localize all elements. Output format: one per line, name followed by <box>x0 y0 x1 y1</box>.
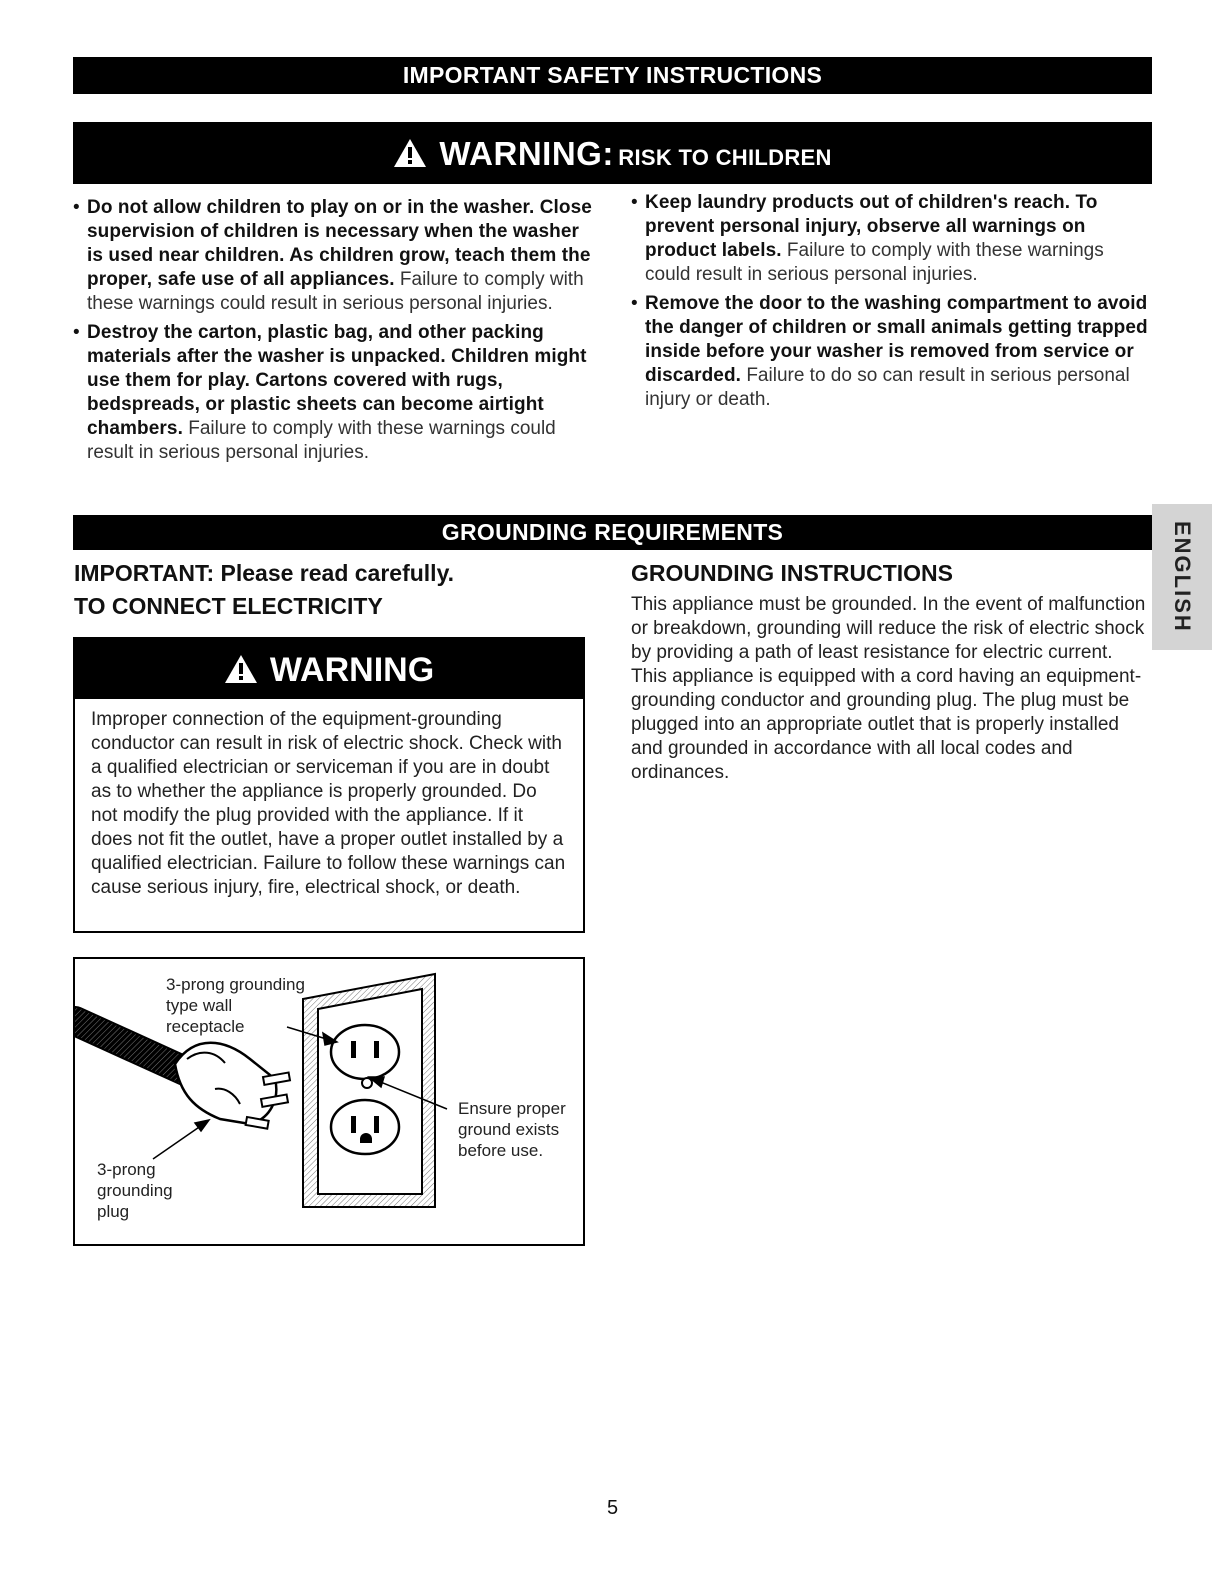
ensure-ground-label: Ensure proper ground exists before use. <box>458 1099 566 1160</box>
warning-label: WARNING: <box>439 135 614 172</box>
receptacle-label: 3-prong grounding type wall receptacle <box>166 975 305 1036</box>
grounding-instructions-heading: GROUNDING INSTRUCTIONS <box>631 560 953 586</box>
warning-triangle-icon <box>224 654 258 684</box>
electric-warning-text: Improper connection of the equipment-grounding conductor can result in risk of electric shock. Check with a qualified electrician or serviceman if you are in doubt as to whether the appliance is properly grounded. Do not modify the plug provided with the appliance. If it does not fit the outlet, have a proper outlet installed by a qualified electrician. Failure to follow these warnings can cause serious injury, fire, electrical shock, or death. <box>91 709 566 898</box>
children-warnings-left <box>73 196 593 470</box>
list-item: • Destroy the carton, plastic bag, and other packing materials after the washer is unpacked. Children might use them for play. Cartons covered with rugs, bedspreads, or plastic sheets can become airtight chambers. Failure to comply with these warnings could result in serious personal injuries. <box>73 321 593 465</box>
wall-plate <box>303 974 435 1207</box>
page-number: 5 <box>606 1497 619 1519</box>
electric-warning-box <box>73 637 585 933</box>
section-header-grounding <box>73 515 1152 550</box>
grounding-figure <box>73 957 585 1246</box>
important-heading: IMPORTANT: Please read carefully. <box>74 560 455 586</box>
list-item: • Do not allow children to play on or in the washer. Close supervision of children is necessary when the washer is used near children. As children grow, teach them the proper, safe use of all appliances. Failure to comply with these warnings could result in serious personal injuries. <box>73 196 593 316</box>
connect-heading: TO CONNECT ELECTRICITY <box>74 593 383 619</box>
section-header-safety <box>73 57 1152 94</box>
plug-and-cord <box>75 1021 290 1129</box>
section-header-title: GROUNDING REQUIREMENTS <box>441 519 784 545</box>
list-item: • Keep laundry products out of children's reach. To prevent personal injury, observe all warnings on product labels. Failure to comply with these warnings could result in serious personal injuries. <box>631 191 1151 287</box>
children-warnings-right <box>631 191 1151 417</box>
language-tab-label: ENGLISH <box>1170 521 1195 633</box>
warning-banner-children <box>73 122 1152 184</box>
section-header-title: IMPORTANT SAFETY INSTRUCTIONS <box>402 62 823 88</box>
warning-label: WARNING <box>269 651 435 689</box>
electric-warning-header <box>75 639 583 699</box>
warning-subject: RISK TO CHILDREN <box>618 145 832 170</box>
list-item: • Remove the door to the washing compartment to avoid the danger of children or small animals getting trapped inside before your washer is removed from service or discarded. Failure to do so can result in serious personal injury or death. <box>631 292 1151 412</box>
warning-triangle-icon <box>393 138 427 168</box>
language-tab <box>1152 504 1212 650</box>
grounding-instructions-text: This appliance must be grounded. In the event of malfunction or breakdown, grounding will reduce the risk of electric shock by providing a path of least resistance for electric current. This appliance is equipped with a cord having an equipment-grounding conductor and grounding plug. The plug must be plugged into an appropriate outlet that is properly installed and grounded in accordance with all local codes and ordinances. <box>631 594 1146 783</box>
plug-label: 3-prong grounding plug <box>97 1160 173 1221</box>
